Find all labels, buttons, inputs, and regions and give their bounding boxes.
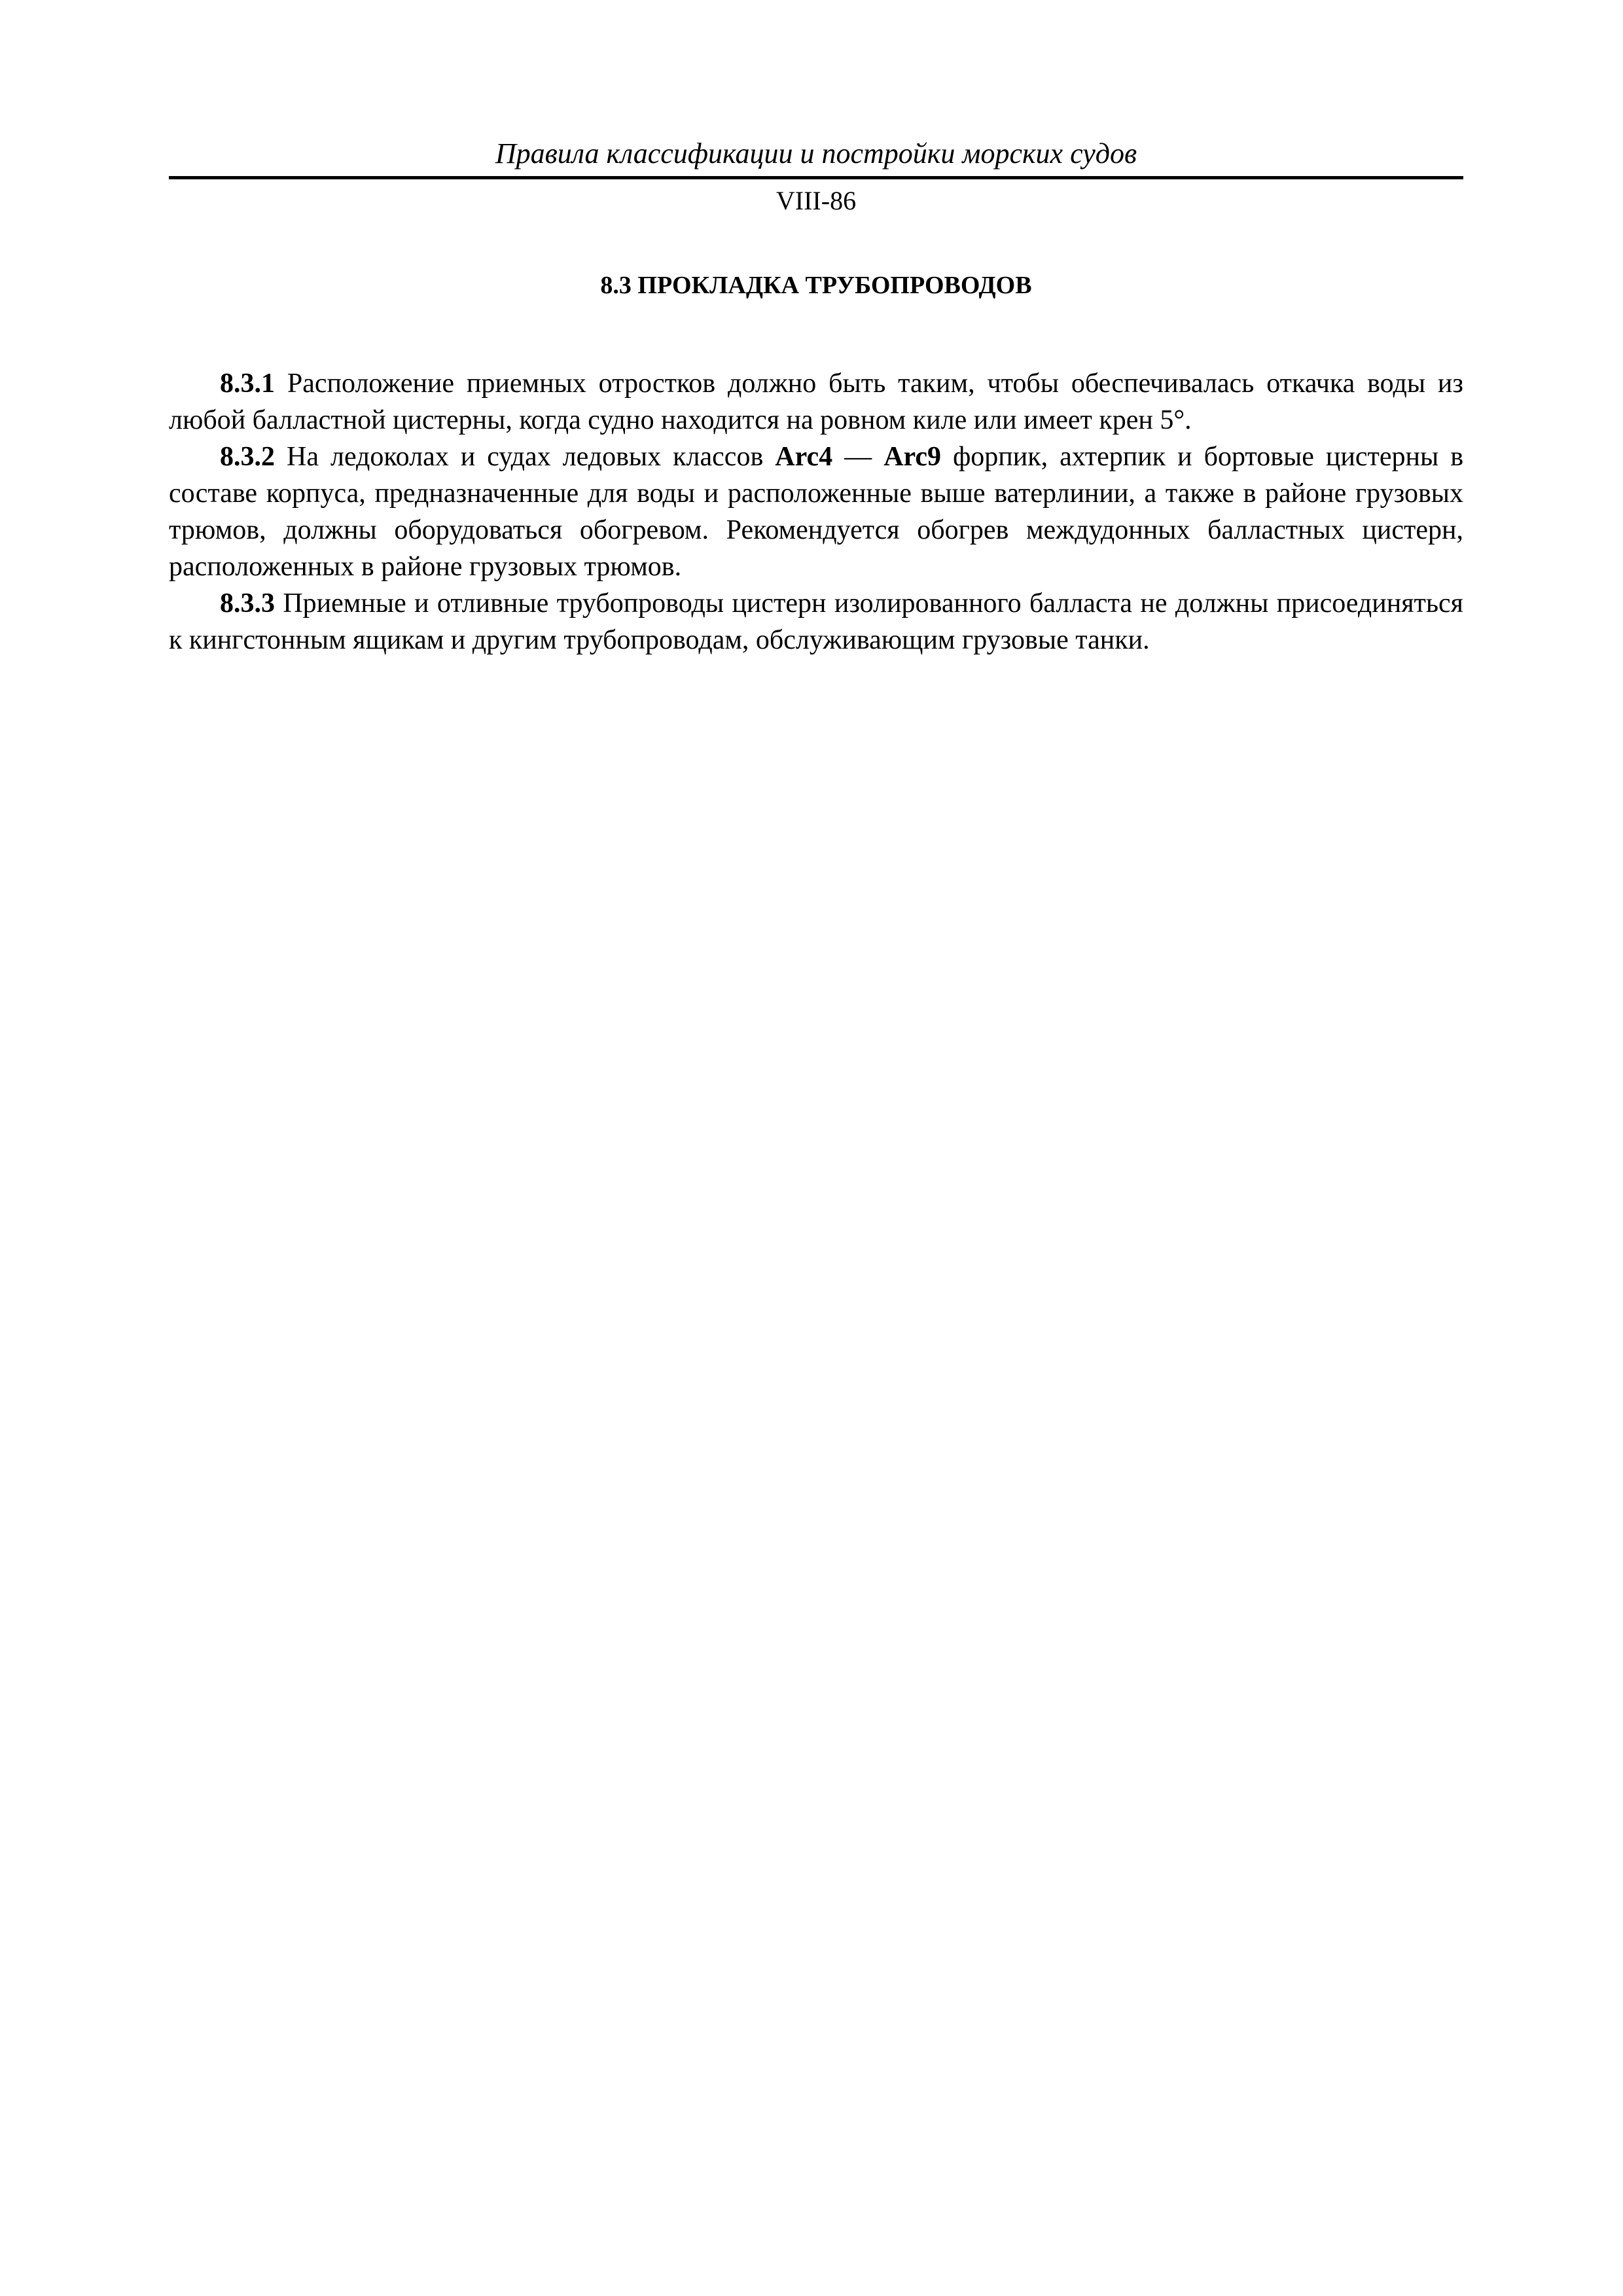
clause-8-3-2 (169, 439, 1463, 585)
clause-number: 8.3.2 (220, 442, 275, 472)
clause-text: форпик, ахтерпик и бортовые цистерны в составе корпуса, предназначенные для воды и расположенные выше ватерлинии, а также в районе грузовых трюмов, должны оборудоваться обогревом. Рекомендуется обогрев междудонных балластных цистерн, расположенных в районе грузовых трюмов. (169, 442, 1464, 582)
clause-text: На ледоколах и судах ледовых классов (287, 442, 764, 472)
section-body (169, 365, 1463, 658)
clause-text: Приемные и отливные трубопроводы цистерн изолированного балласта не должны присоединяться к кингстонным ящикам и другим трубопроводам, обслуживающим грузовые танки. (169, 588, 1463, 655)
clause-text: Расположение приемных отростков должно быть таким, чтобы обеспечивалась откачка воды из любой балластной цистерны, когда судно находится на ровном киле или имеет крен 5°. (169, 368, 1463, 435)
page-number: VIII-86 (776, 186, 857, 215)
clause-8-3-3 (169, 585, 1463, 658)
clause-number: 8.3.1 (220, 368, 275, 399)
section-title: 8.3 ПРОКЛАДКА ТРУБОПРОВОДОВ (600, 272, 1032, 299)
ice-class-to: Arc9 (883, 442, 942, 472)
running-header-title: Правила классификации и постройки морских судов (495, 137, 1137, 170)
header-rule (169, 176, 1463, 179)
ice-class-from: Arc4 (775, 442, 833, 472)
clause-8-3-1 (169, 365, 1463, 439)
class-range-dash: — (844, 442, 872, 472)
clause-number: 8.3.3 (220, 588, 275, 619)
